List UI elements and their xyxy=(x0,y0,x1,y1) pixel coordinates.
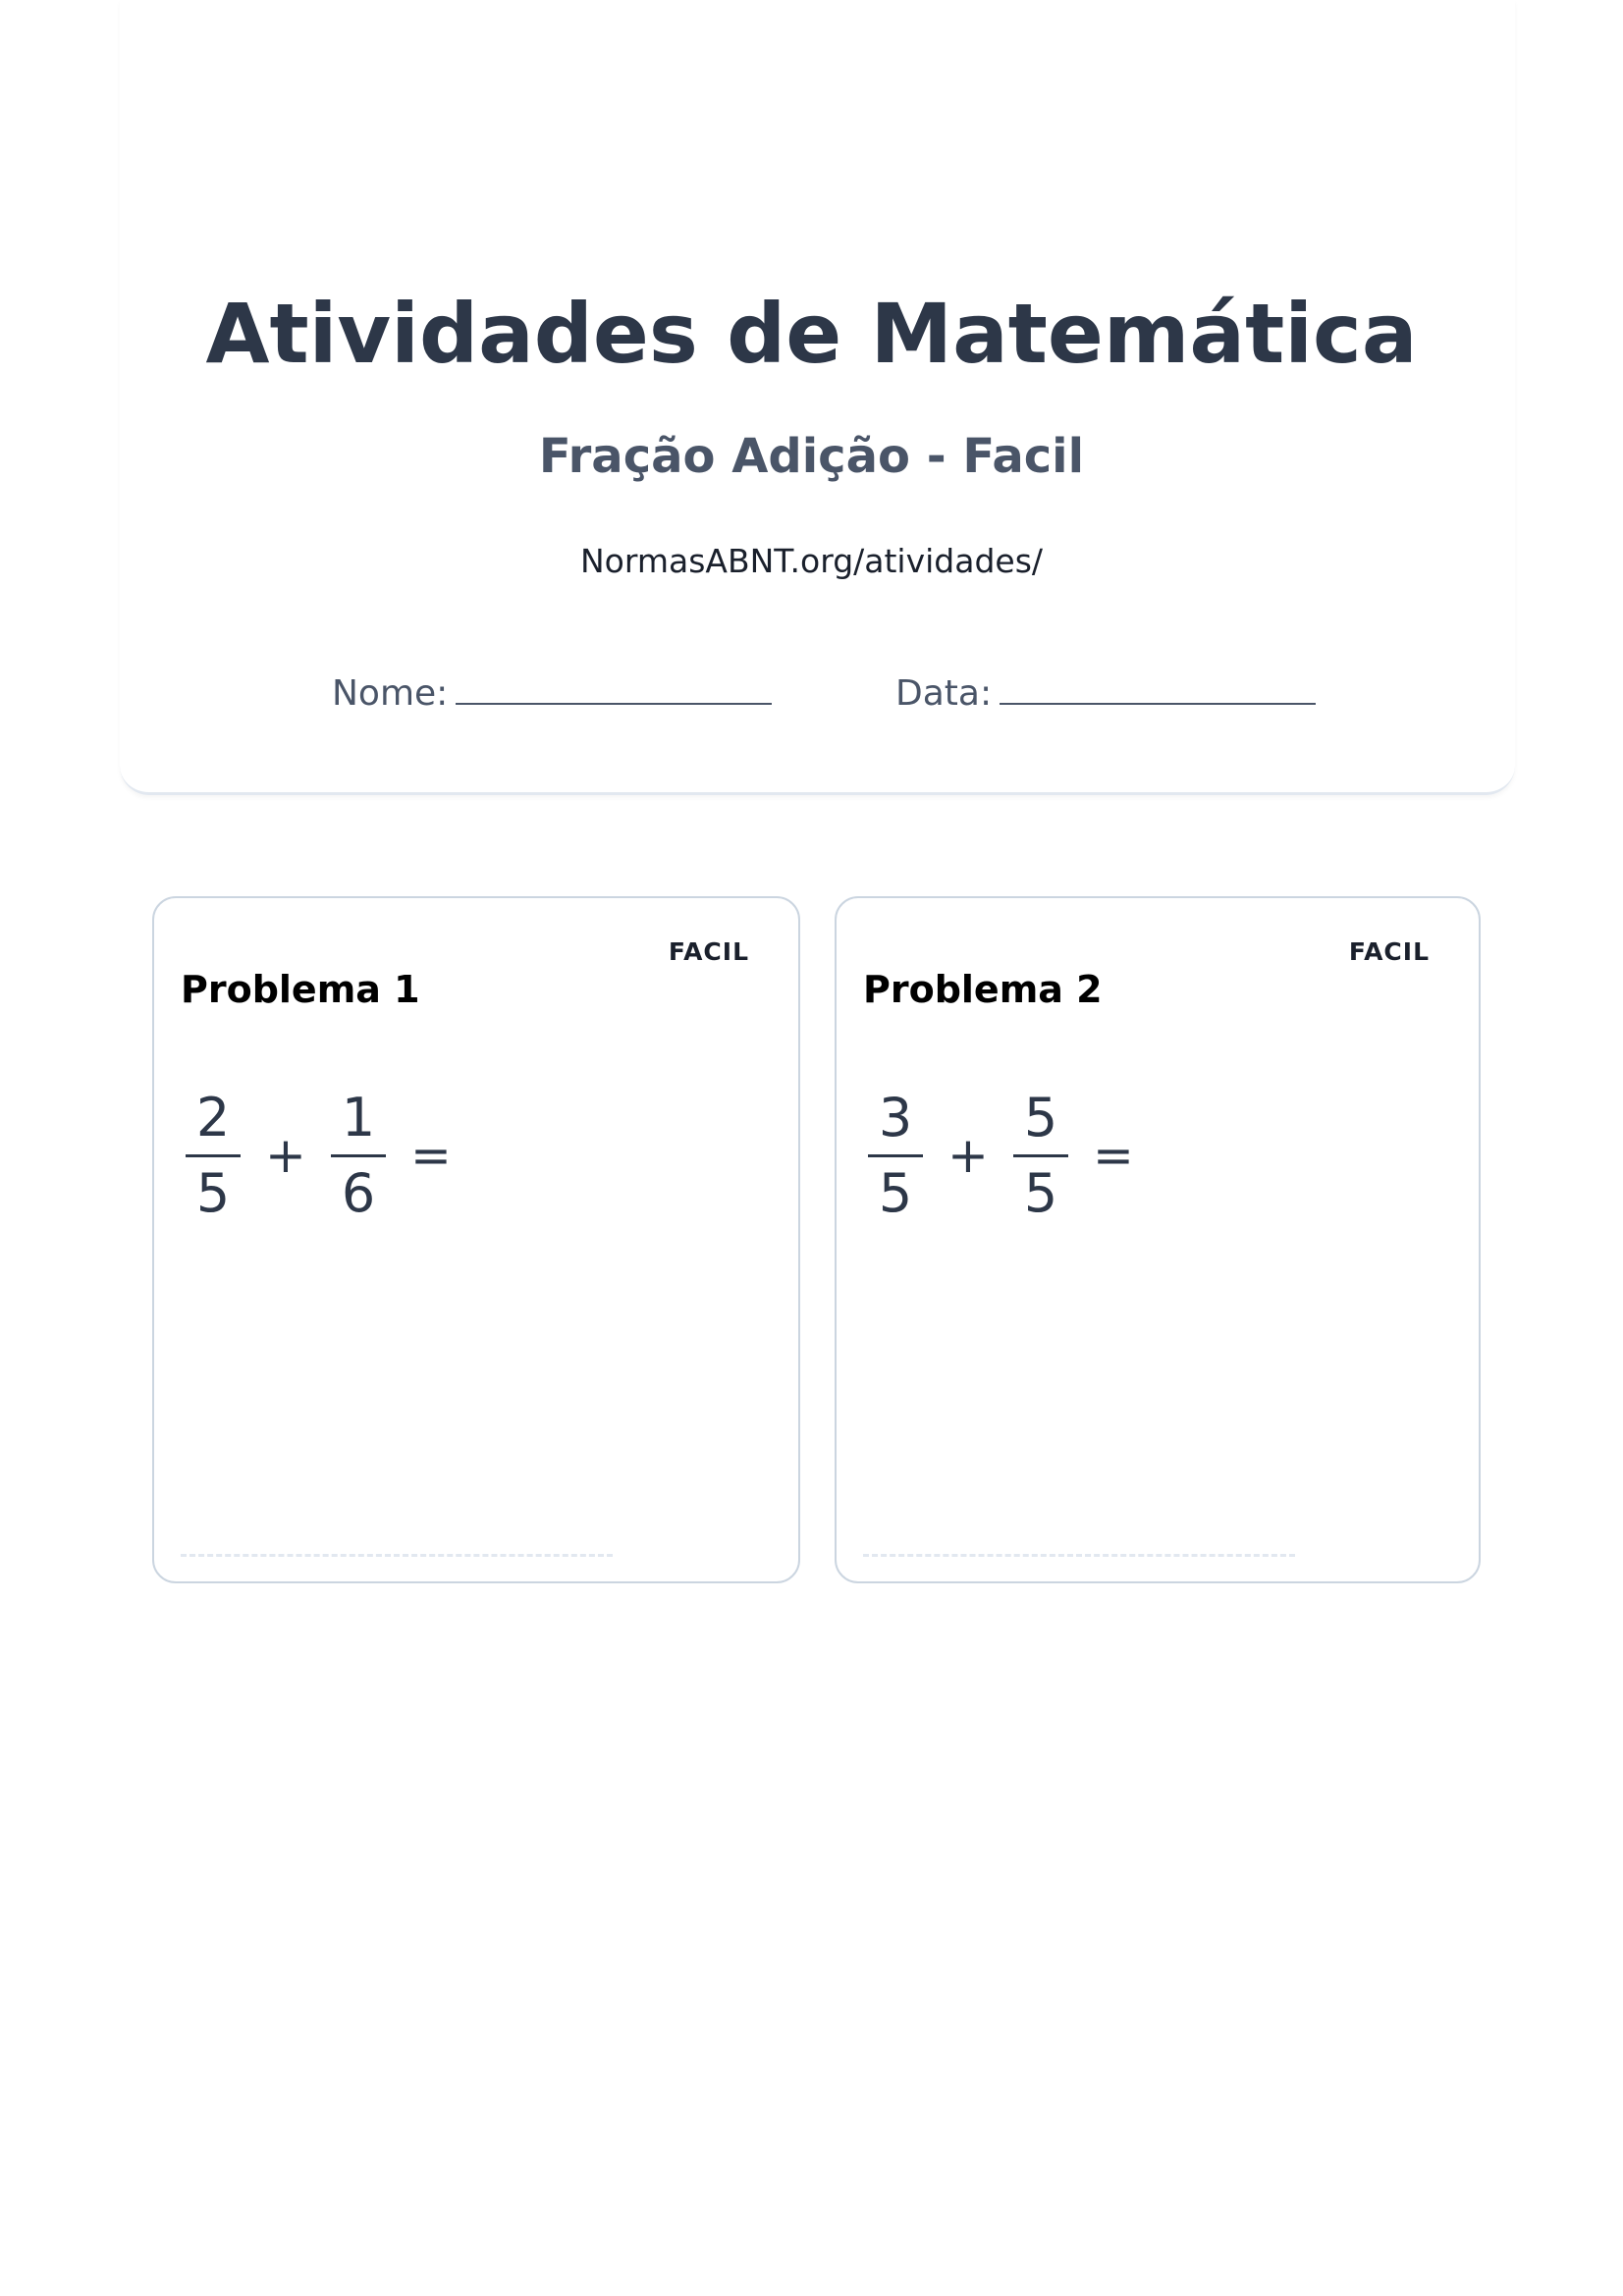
denominator: 5 xyxy=(195,1161,231,1224)
date-field xyxy=(895,667,1316,718)
date-label: Data: xyxy=(895,673,993,714)
plus-operator: + xyxy=(947,1127,989,1184)
fraction-a xyxy=(184,1084,243,1228)
name-blank-line[interactable] xyxy=(456,667,772,705)
fraction-expression xyxy=(184,1077,474,1234)
equals-sign: = xyxy=(1093,1127,1134,1184)
numerator: 3 xyxy=(878,1086,913,1148)
plus-operator: + xyxy=(265,1127,306,1184)
fraction-bar xyxy=(868,1154,923,1157)
numerator: 5 xyxy=(1023,1086,1058,1148)
fraction-expression xyxy=(866,1077,1157,1234)
problem-title: Problema 2 xyxy=(863,968,1103,1011)
denominator: 5 xyxy=(878,1161,913,1224)
difficulty-badge: FACIL xyxy=(1348,937,1430,966)
problem-card-2 xyxy=(835,896,1481,1583)
fraction-a xyxy=(866,1084,925,1228)
fraction-b xyxy=(1011,1084,1070,1228)
answer-line[interactable] xyxy=(863,1554,1295,1557)
name-field xyxy=(332,667,772,718)
numerator: 2 xyxy=(195,1086,231,1148)
denominator: 5 xyxy=(1023,1161,1058,1224)
difficulty-badge: FACIL xyxy=(668,937,749,966)
fraction-bar xyxy=(1013,1154,1068,1157)
denominator: 6 xyxy=(341,1161,376,1224)
date-blank-line[interactable] xyxy=(1000,667,1316,705)
site-url: NormasABNT.org/atividades/ xyxy=(579,542,1044,580)
page-title: Atividades de Matemática xyxy=(205,286,1418,382)
problem-card-1 xyxy=(152,896,800,1583)
fraction-bar xyxy=(331,1154,386,1157)
page-subtitle: Fração Adição - Facil xyxy=(538,429,1085,484)
fraction-bar xyxy=(186,1154,241,1157)
name-label: Nome: xyxy=(332,673,449,714)
answer-line[interactable] xyxy=(181,1554,613,1557)
fraction-b xyxy=(329,1084,388,1228)
equals-sign: = xyxy=(410,1127,452,1184)
problem-title: Problema 1 xyxy=(181,968,420,1011)
numerator: 1 xyxy=(341,1086,376,1148)
